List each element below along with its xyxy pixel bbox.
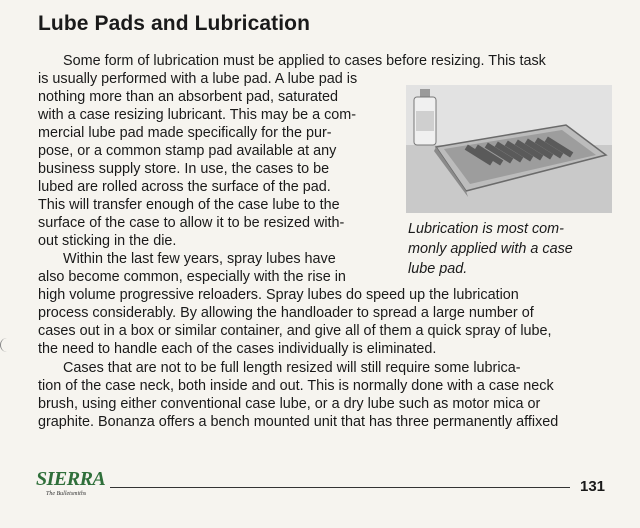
body-line: Cases that are not to be full length resized will still require some lubrica-	[63, 360, 521, 376]
sierra-logo	[36, 468, 106, 502]
body-line: process considerably. By allowing the handloader to spread a large number of	[38, 305, 534, 321]
body-line: business supply store. In use, the cases to be	[38, 161, 330, 177]
body-line: cases out in a box or similar container, and give all of them a quick spray of lube,	[38, 323, 552, 339]
body-line: high volume progressive reloaders. Spray lubes do speed up the lubrication	[38, 287, 519, 303]
page-number: 131	[580, 478, 606, 495]
body-line: the need to handle each of the cases individually is eliminated.	[38, 341, 437, 357]
footer-rule	[110, 487, 570, 488]
body-line: with a case resizing lubricant. This may be a com-	[38, 107, 357, 123]
body-line: is usually performed with a lube pad. A lube pad is	[38, 71, 358, 87]
body-line: nothing more than an absorbent pad, saturated	[38, 89, 339, 105]
caption-line: lube pad.	[408, 261, 468, 277]
body-line: graphite. Bonanza offers a bench mounted unit that has three permanently affixed	[38, 414, 559, 430]
caption-line: Lubrication is most com-	[408, 221, 564, 237]
body-line: pose, or a common stamp pad available at any	[38, 143, 337, 159]
lube-pad-illustration	[406, 85, 612, 213]
caption-line: monly applied with a case	[408, 241, 573, 257]
body-line: out sticking in the die.	[38, 233, 177, 249]
body-line: brush, using either conventional case lube, or a dry lube such as motor mica or	[38, 396, 541, 412]
margin-mark	[0, 338, 15, 352]
body-line: mercial lube pad made specifically for the pur-	[38, 125, 332, 141]
logo-wordmark: SIERRA	[36, 468, 106, 490]
body-line: This will transfer enough of the case lube to the	[38, 197, 340, 213]
body-line: lubed are rolled across the surface of the pad.	[38, 179, 331, 195]
body-line: also become common, especially with the rise in	[38, 269, 346, 285]
body-line: Within the last few years, spray lubes have	[63, 251, 336, 267]
body-line: Some form of lubrication must be applied to cases before resizing. This task	[63, 53, 546, 69]
logo-tagline: The Bulletsmiths	[46, 491, 87, 497]
body-line: surface of the case to allow it to be resized with-	[38, 215, 345, 231]
section-heading: Lube Pads and Lubrication	[38, 12, 311, 35]
body-line: tion of the case neck, both inside and out. This is normally done with a case neck	[38, 378, 554, 394]
lube-pad-photo	[406, 85, 612, 213]
